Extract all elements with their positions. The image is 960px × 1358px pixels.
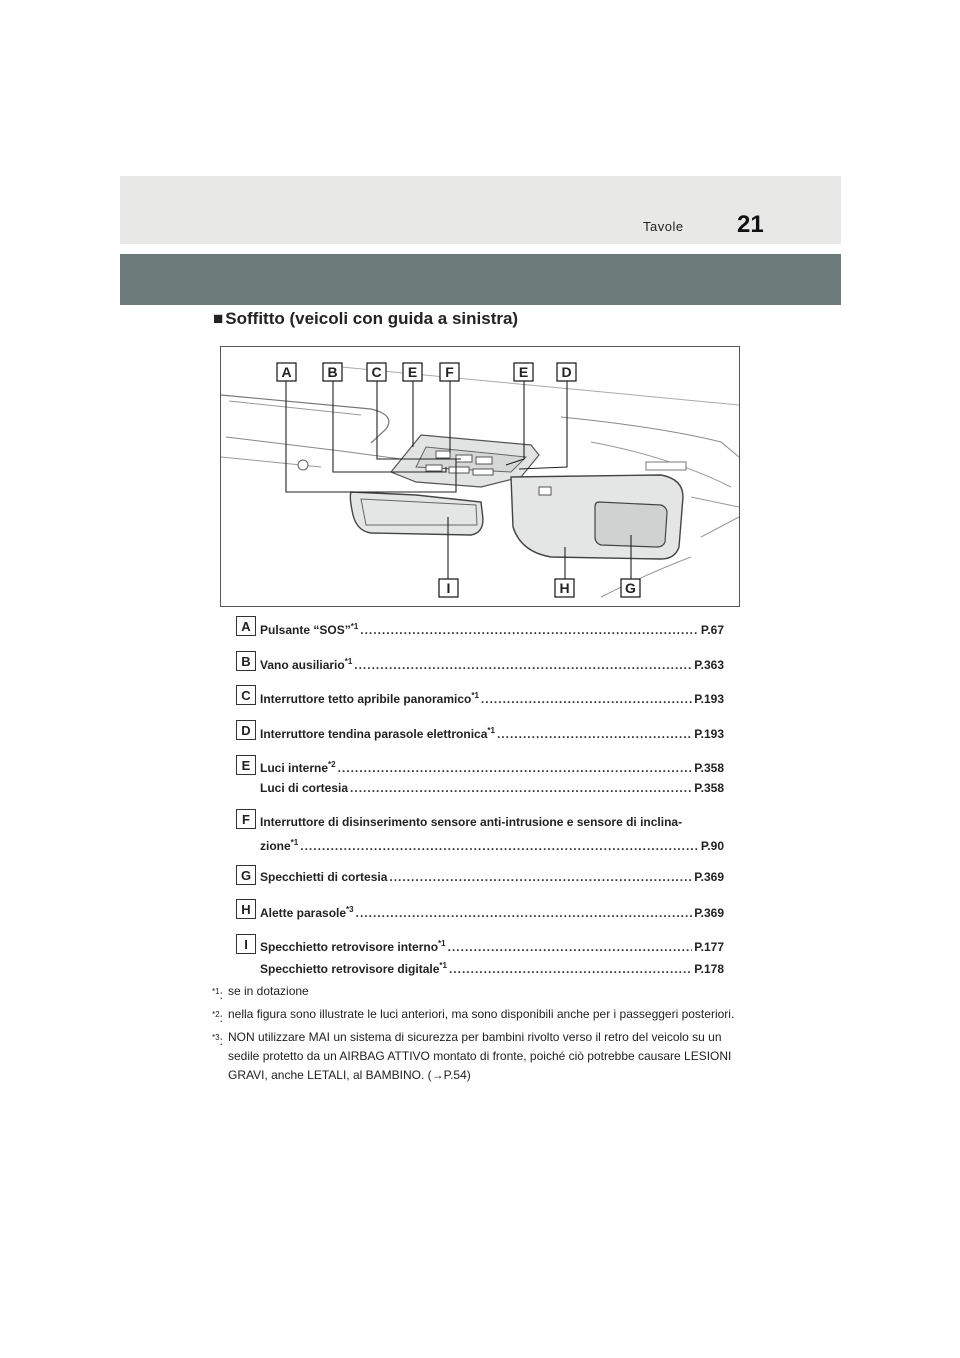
legend-badge: E bbox=[236, 755, 256, 775]
legend-line bbox=[260, 815, 724, 829]
legend-line bbox=[260, 760, 724, 775]
switch-shape bbox=[473, 469, 493, 475]
page-ref[interactable]: P.90 bbox=[700, 839, 724, 853]
footnote-text: se in dotazione bbox=[228, 984, 309, 998]
footnote-2: $^{*2}$: nella figura sono illustrate le luci anteriori, ma sono disponibili anche per i passeggeri posteriori. bbox=[212, 1007, 735, 1025]
section-title bbox=[213, 309, 518, 329]
switch-shape bbox=[476, 457, 492, 464]
legend-line bbox=[260, 726, 724, 741]
roof-rear-line bbox=[691, 497, 739, 507]
switch-shape bbox=[449, 467, 469, 473]
footnote-ref: *1 bbox=[439, 961, 447, 970]
figure-label-e: E bbox=[407, 364, 418, 380]
footnote-ref: *3 bbox=[346, 905, 354, 914]
legend-label: Interruttore tetto apribile panoramico bbox=[260, 692, 472, 706]
sos-button-shape bbox=[436, 451, 450, 458]
ceiling-illustration bbox=[220, 346, 740, 607]
footnote-ref: *1 bbox=[290, 838, 299, 847]
page-ref[interactable]: P.177 bbox=[694, 940, 724, 954]
legend-badge: F bbox=[236, 809, 256, 829]
page-ref[interactable]: P.193 bbox=[694, 727, 724, 741]
legend-line bbox=[260, 905, 724, 920]
storage-shape bbox=[426, 465, 442, 471]
section-name: Tavole bbox=[643, 219, 684, 234]
leader-dots bbox=[338, 761, 693, 775]
page-ref[interactable]: P.358 bbox=[694, 761, 724, 775]
footnote-3: $^{*3}$: NON utilizzare MAI un sistema di sicurezza per bambini rivolto verso il retro del veicolo su un sedile protetto da un AIRBAG ATTIVO montato di fronte, poiché ciò potrebbe causare LESIONI GRAVI, anche LETALI, al BAMBINO. (→P.54) bbox=[212, 1030, 732, 1082]
leader-dots bbox=[481, 692, 692, 706]
legend-badge: G bbox=[236, 865, 256, 885]
legend-label: Luci interne bbox=[260, 761, 329, 775]
legend-label: Vano ausiliario bbox=[260, 658, 345, 672]
rearview-mirror bbox=[350, 492, 483, 535]
legend-label: zione bbox=[260, 839, 291, 853]
legend-line bbox=[260, 939, 724, 954]
door-line bbox=[701, 517, 739, 537]
figure-label-e2: E bbox=[518, 364, 529, 380]
legend-label: Pulsante “SOS” bbox=[260, 623, 351, 637]
figure-bottom-labels bbox=[439, 579, 640, 597]
legend-line bbox=[260, 961, 724, 976]
legend-line bbox=[260, 870, 724, 884]
leader-dots bbox=[356, 906, 693, 920]
footnote-mark: *1 bbox=[212, 987, 220, 996]
footnote-ref: *1 bbox=[487, 726, 495, 735]
legend-label: Luci di cortesia bbox=[260, 781, 349, 795]
figure-label-g: G bbox=[625, 580, 636, 596]
visor-clip bbox=[539, 487, 551, 495]
legend-badge: C bbox=[236, 685, 256, 705]
figure-label-b: B bbox=[327, 364, 338, 380]
legend-label: Alette parasole bbox=[260, 906, 347, 920]
footnote-mark: *2 bbox=[212, 1010, 220, 1019]
figure-top-labels bbox=[277, 363, 576, 381]
figure-label-h: H bbox=[559, 580, 570, 596]
section-marker: ■ bbox=[213, 309, 224, 328]
legend-label: Specchietto retrovisore digitale bbox=[260, 962, 440, 976]
footnote-ref: *2 bbox=[328, 760, 336, 769]
leader-dots bbox=[449, 962, 692, 976]
section-title-text: Soffitto (veicoli con guida a sinistra) bbox=[225, 309, 519, 328]
lower-line bbox=[601, 557, 691, 597]
page-ref[interactable]: P.369 bbox=[694, 906, 724, 920]
figure-label-d: D bbox=[561, 364, 572, 380]
footnote-ref: *1 bbox=[350, 622, 359, 631]
windshield-edge bbox=[221, 395, 389, 443]
legend-badge: H bbox=[236, 899, 256, 919]
legend-label: Specchietto retrovisore interno bbox=[260, 940, 439, 954]
legend-line bbox=[260, 691, 724, 706]
figure-label-f: F bbox=[445, 364, 454, 380]
legend-badge: I bbox=[236, 934, 256, 954]
figure-label-i: I bbox=[446, 580, 451, 596]
leader-dots bbox=[448, 940, 693, 954]
page-number: 21 bbox=[737, 211, 764, 238]
leader-dots bbox=[350, 781, 692, 795]
leader-dots bbox=[497, 727, 692, 741]
legend-badge: D bbox=[236, 720, 256, 740]
footnote-text: nella figura sono illustrate le luci anteriori, ma sono disponibili anche per i passeggeri posteriori. bbox=[228, 1007, 735, 1021]
leader-dots bbox=[389, 870, 692, 884]
page-ref[interactable]: P.193 bbox=[694, 692, 724, 706]
page-ref[interactable]: P.178 bbox=[694, 962, 724, 976]
legend-badge: A bbox=[236, 616, 256, 636]
legend-label: Interruttore di disinserimento sensore anti-intrusione e sensore di inclina- bbox=[260, 815, 683, 829]
roof-right-edge bbox=[561, 417, 739, 457]
legend-line bbox=[260, 657, 724, 672]
leader-dots bbox=[354, 658, 692, 672]
page-ref[interactable]: P.369 bbox=[694, 870, 724, 884]
footnotes bbox=[212, 982, 752, 1089]
footnote-ref: *1 bbox=[471, 691, 479, 700]
legend-line bbox=[260, 622, 724, 637]
page-ref[interactable]: P.358 bbox=[694, 781, 724, 795]
roof-line bbox=[341, 367, 739, 405]
roof-light-shape bbox=[646, 462, 686, 470]
sensor-shape bbox=[298, 460, 308, 470]
ceiling-drawing bbox=[221, 347, 739, 606]
footnote-text: NON utilizzare MAI un sistema di sicurezza per bambini rivolto verso il retro del veicolo su un sedile protetto da un AIRBAG ATTIVO montato di fronte, poiché ciò potrebbe causare LESIONI GRAVI, anche LETALI, al BAMBINO. (→P.54) bbox=[228, 1030, 732, 1082]
legend-label: Interruttore tendina parasole elettronica bbox=[260, 727, 488, 741]
page-ref[interactable]: P.363 bbox=[694, 658, 724, 672]
legend-badge: B bbox=[236, 651, 256, 671]
figure-label-a: A bbox=[281, 364, 292, 380]
footnote-1: $^{*1}$: se in dotazione bbox=[212, 984, 309, 1002]
windshield-inner bbox=[229, 401, 361, 415]
leader-dots bbox=[360, 623, 699, 637]
header-dark-bar bbox=[120, 254, 841, 305]
footnote-ref: *1 bbox=[344, 657, 353, 666]
page-ref[interactable]: P.67 bbox=[700, 623, 724, 637]
figure-label-c: C bbox=[371, 364, 382, 380]
legend-line bbox=[260, 838, 724, 853]
leader-dots bbox=[300, 839, 699, 853]
header-top-band bbox=[120, 176, 841, 244]
legend-line bbox=[260, 781, 724, 795]
legend-label: Specchietti di cortesia bbox=[260, 870, 388, 884]
footnote-mark: *3 bbox=[212, 1033, 220, 1042]
footnote-ref: *1 bbox=[438, 939, 446, 948]
